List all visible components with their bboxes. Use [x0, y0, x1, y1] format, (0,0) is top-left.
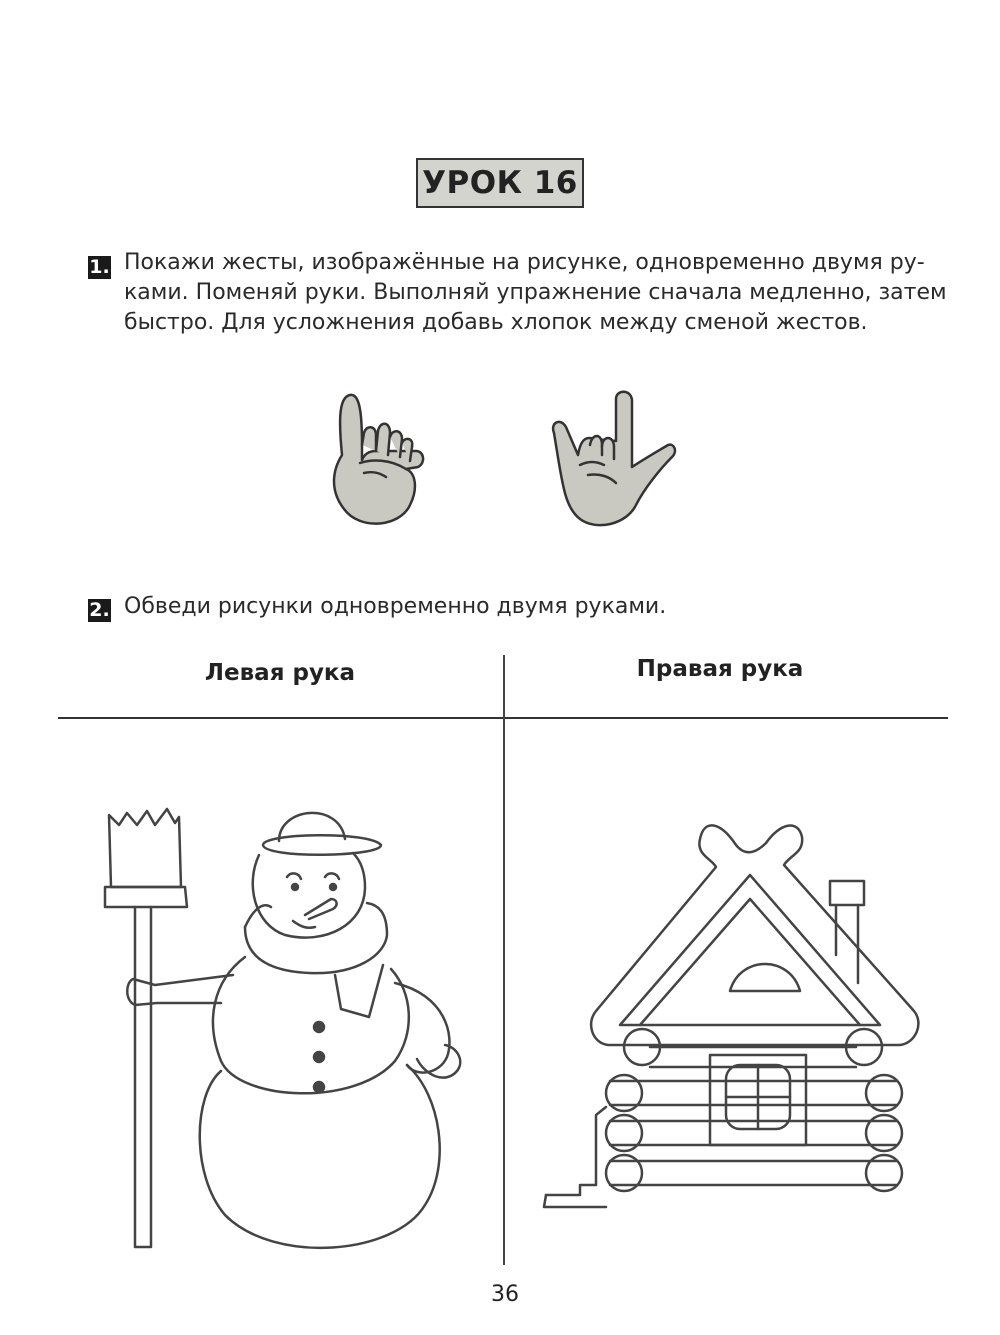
task1-number: 1.: [89, 256, 110, 278]
lesson-title: УРОК 16: [422, 165, 578, 201]
task1-text: [124, 248, 947, 338]
task1-line: ками. Поменяй руки. Выполняй упражнение сначала медленно, затем: [124, 280, 947, 305]
lesson-title-box: [416, 158, 584, 208]
task2-number: 2.: [89, 599, 110, 621]
column-divider: [503, 655, 505, 1265]
task1-line: быстро. Для усложнения добавь хлопок между сменой жестов.: [124, 310, 868, 335]
snowman-with-broom-icon: [95, 795, 475, 1250]
right-hand-heading: Правая рука: [636, 656, 804, 682]
hand-horns-gesture-icon: [540, 385, 680, 535]
task1-line: Покажи жесты, изображённые на рисунке, одновременно двумя ру-: [124, 250, 925, 275]
log-house-icon: [540, 815, 960, 1220]
page-number: 36: [491, 1282, 519, 1307]
left-hand-heading: Левая рука: [204, 660, 356, 686]
task2-text: Обведи рисунки одновременно двумя руками.: [124, 594, 667, 619]
hand-index-finger-icon: [320, 385, 440, 535]
